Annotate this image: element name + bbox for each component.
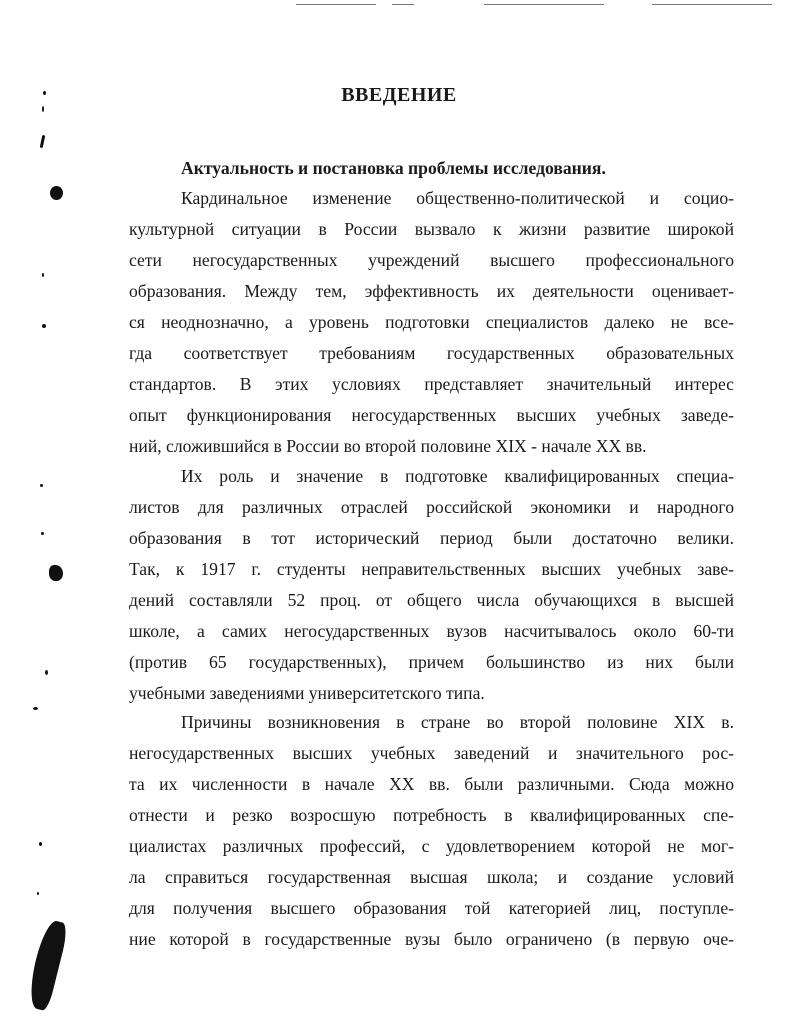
scan-speck [24,918,69,1011]
text-line: негосударственных высших учебных заведений и значительного рос- [129,743,734,763]
text-line: опыт функционирования негосударственных высших учебных заведе- [129,405,734,425]
text-line: учебными заведениями университетского типа. [129,683,485,703]
text-line: стандартов. В этих условиях представляет значительный интерес [129,374,734,394]
scan-speck [50,186,63,200]
scan-speck [40,135,46,148]
text-line: листов для различных отраслей российской экономики и народного [129,497,734,517]
text-line: ла справиться государственная высшая школа; и создание условий [129,867,734,887]
scan-speck [42,324,46,328]
scan-artifact-rule [392,4,414,5]
text-line: дений составляли 52 проц. от общего числа обучающихся в высшей [129,590,734,610]
section-subtitle: Актуальность и постановка проблемы исследования. [181,158,606,178]
scan-artifact-rule [484,4,604,5]
page-title: ВВЕДЕНИЕ [341,84,457,106]
text-line: образования в тот исторический период были достаточно велики. [129,528,734,548]
text-line: ние которой в государственные вузы было ограничено (в первую оче- [129,929,734,949]
text-line: образования. Между тем, эффективность их деятельности оценивает- [129,281,734,301]
scan-artifact-rule [296,4,376,5]
text-line: отнести и резко возросшую потребность в квалифицированных спе- [129,805,734,825]
text-line: та их численности в начале XX вв. были различными. Сюда можно [129,774,734,794]
text-line: ний, сложившийся в России во второй половине XIX - начале XX вв. [129,436,647,456]
text-line: школе, а самих негосударственных вузов насчитывалось около 60-ти [129,621,734,641]
scan-artifact-rule [652,4,772,5]
text-line: (против 65 государственных), причем большинство из них были [129,652,734,672]
scan-speck [37,892,39,895]
text-line: ся неоднозначно, а уровень подготовки специалистов далеко не все- [129,312,734,332]
text-line: Так, к 1917 г. студенты неправительственных высших учебных заве- [129,559,734,579]
scan-speck [49,565,63,581]
scan-speck [45,670,48,675]
text-line: для получения высшего образования той категорией лиц, поступле- [129,898,734,918]
text-line: Кардинальное изменение общественно-политической и социо- [181,188,734,208]
scan-speck [40,484,43,487]
text-line: Причины возникновения в стране во второй половине XIX в. [181,712,734,732]
text-line: культурной ситуации в России вызвало к жизни развитие широкой [129,219,734,239]
scan-speck [42,273,44,277]
text-line: циалистах различных профессий, с удовлетворением которой не мог- [129,836,734,856]
scan-speck [39,842,42,846]
text-line: гда соответствует требованиям государственных образовательных [129,343,734,363]
text-line: сети негосударственных учреждений высшего профессионального [129,250,734,270]
scan-speck [33,707,38,710]
text-line: Их роль и значение в подготовке квалифицированных специа- [181,466,734,486]
scan-speck [41,532,44,535]
